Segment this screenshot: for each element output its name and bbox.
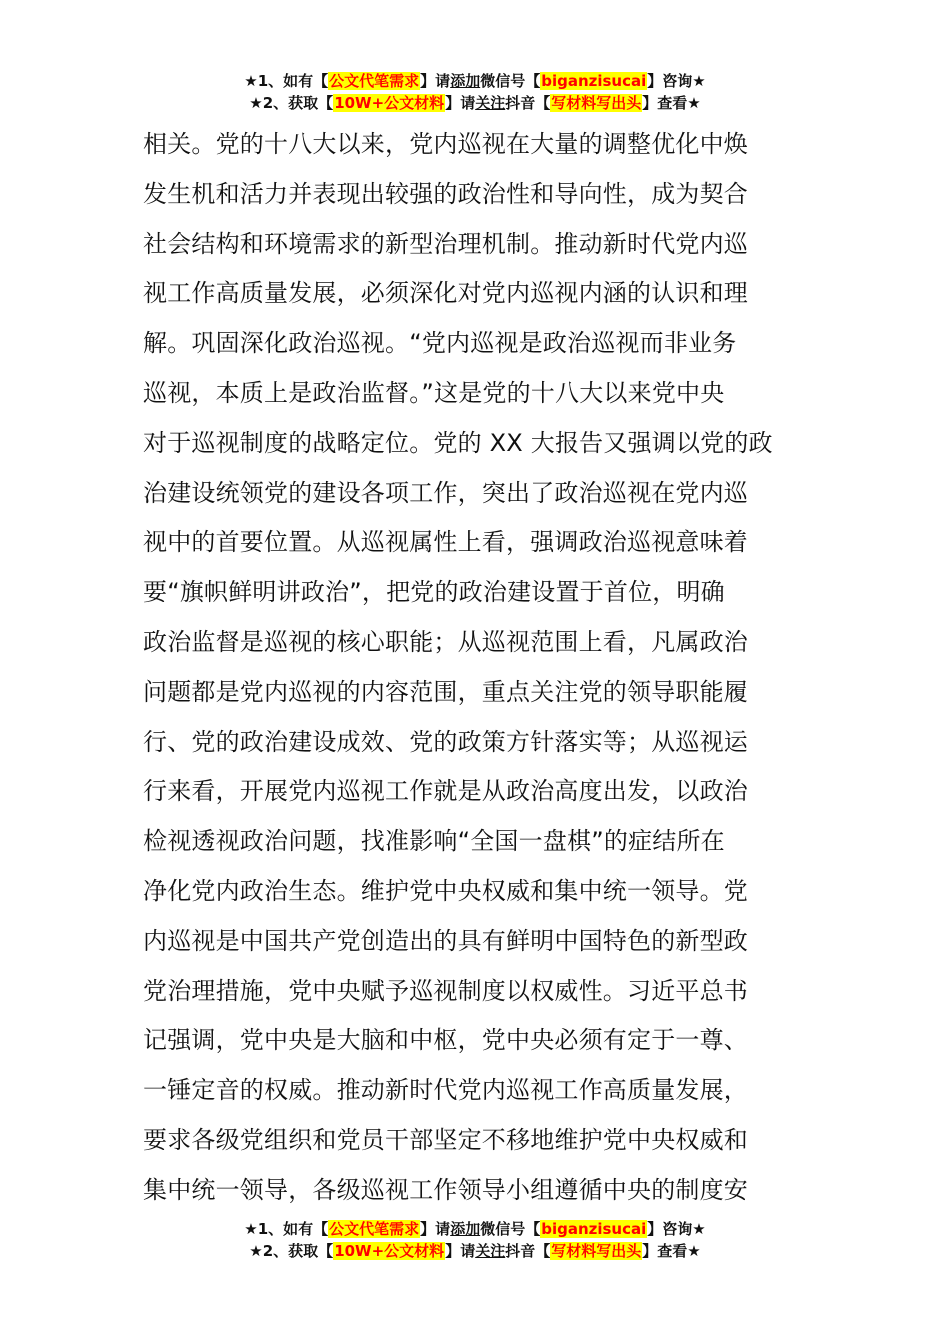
header-line-1-prefix: ★1、如有【 [244,72,329,90]
footer-line-2-text2: 抖音【 [505,1242,551,1260]
header-line-1-suffix: 】咨询★ [647,72,706,90]
body-line: 解。巩固深化政治巡视。“党内巡视是政治巡视而非业务 [143,329,737,358]
body-line: 要“旗帜鲜明讲政治”，把党的政治建设置于首位，明确 [143,578,725,607]
body-line: 党治理措施，党中央赋予巡视制度以权威性。习近平总书 [143,976,748,1005]
footer-line-1-prefix: ★1、如有【 [244,1220,329,1238]
body-line: 巡视，本质上是政治监督。”这是党的十八大以来党中央 [143,378,725,407]
body-line: 视工作高质量发展，必须深化对党内巡视内涵的认识和理 [143,279,748,308]
body-line: 集中统一领导，各级巡视工作领导小组遵循中央的制度安 [143,1175,748,1204]
body-line: 内巡视是中国共产党创造出的具有鲜明中国特色的新型政 [143,926,748,955]
body-line: 净化党内政治生态。维护党中央权威和集中统一领导。党 [143,876,748,905]
body-line: 行来看，开展党内巡视工作就是从政治高度出发，以政治 [143,777,748,806]
body-line: 问题都是党内巡视的内容范围，重点关注党的领导职能履 [143,677,748,706]
body-line: 记强调，党中央是大脑和中枢，党中央必须有定于一尊、 [143,1026,748,1055]
footer-banner [0,1218,950,1262]
body-line: 一锤定音的权威。推动新时代党内巡视工作高质量发展， [143,1076,748,1105]
body-line: 政治监督是巡视的核心职能；从巡视范围上看，凡属政治 [143,627,748,656]
footer-line-2 [0,1240,950,1262]
body-line: 社会结构和环境需求的新型治理机制。推动新时代党内巡 [143,229,748,258]
body-line: 发生机和活力并表现出较强的政治性和导向性，成为契合 [143,179,748,208]
footer-line-1-text: 】请 [420,1220,451,1238]
header-line-2 [0,92,950,114]
footer-line-2-prefix: ★2、获取【 [249,1242,334,1260]
footer-underline-follow: 关注 [475,1242,506,1260]
footer-line-2-suffix: 】查看★ [642,1242,701,1260]
footer-line-1-suffix: 】咨询★ [647,1220,706,1238]
header-banner [0,70,950,114]
header-highlight-materials: 10W+公文材料 [334,94,445,112]
header-highlight-wechat-id: biganzisucai [541,72,647,90]
header-line-1 [0,70,950,92]
body-line: 检视透视政治问题，找准影响“全国一盘棋”的症结所在 [143,827,725,856]
footer-highlight-wechat-id: biganzisucai [541,1220,647,1238]
header-line-2-suffix: 】查看★ [642,94,701,112]
body-line: 对于巡视制度的战略定位。党的 XX 大报告又强调以党的政 [143,428,773,457]
footer-line-2-text: 】请 [445,1242,476,1260]
footer-highlight-douyin: 写材料写出头 [551,1242,642,1260]
header-highlight-douyin: 写材料写出头 [551,94,642,112]
footer-highlight-materials: 10W+公文材料 [334,1242,445,1260]
body-line: 行、党的政治建设成效、党的政策方针落实等；从巡视运 [143,727,748,756]
header-line-2-text: 】请 [445,94,476,112]
body-line: 治建设统领党的建设各项工作，突出了政治巡视在党内巡 [143,478,748,507]
document-body [143,120,807,1216]
header-line-2-text2: 抖音【 [505,94,551,112]
header-underline-add: 添加 [450,72,481,90]
header-line-1-text2: 微信号【 [480,72,541,90]
footer-highlight-service: 公文代笔需求 [329,1220,420,1238]
header-highlight-service: 公文代笔需求 [329,72,420,90]
body-line: 视中的首要位置。从巡视属性上看，强调政治巡视意味着 [143,528,748,557]
footer-line-1 [0,1218,950,1240]
header-underline-follow: 关注 [475,94,506,112]
body-line: 相关。党的十八大以来，党内巡视在大量的调整优化中焕 [143,130,748,158]
body-line: 要求各级党组织和党员干部坚定不移地维护党中央权威和 [143,1125,748,1154]
header-line-1-text: 】请 [420,72,451,90]
footer-line-1-text2: 微信号【 [480,1220,541,1238]
footer-underline-add: 添加 [450,1220,481,1238]
header-line-2-prefix: ★2、获取【 [249,94,334,112]
